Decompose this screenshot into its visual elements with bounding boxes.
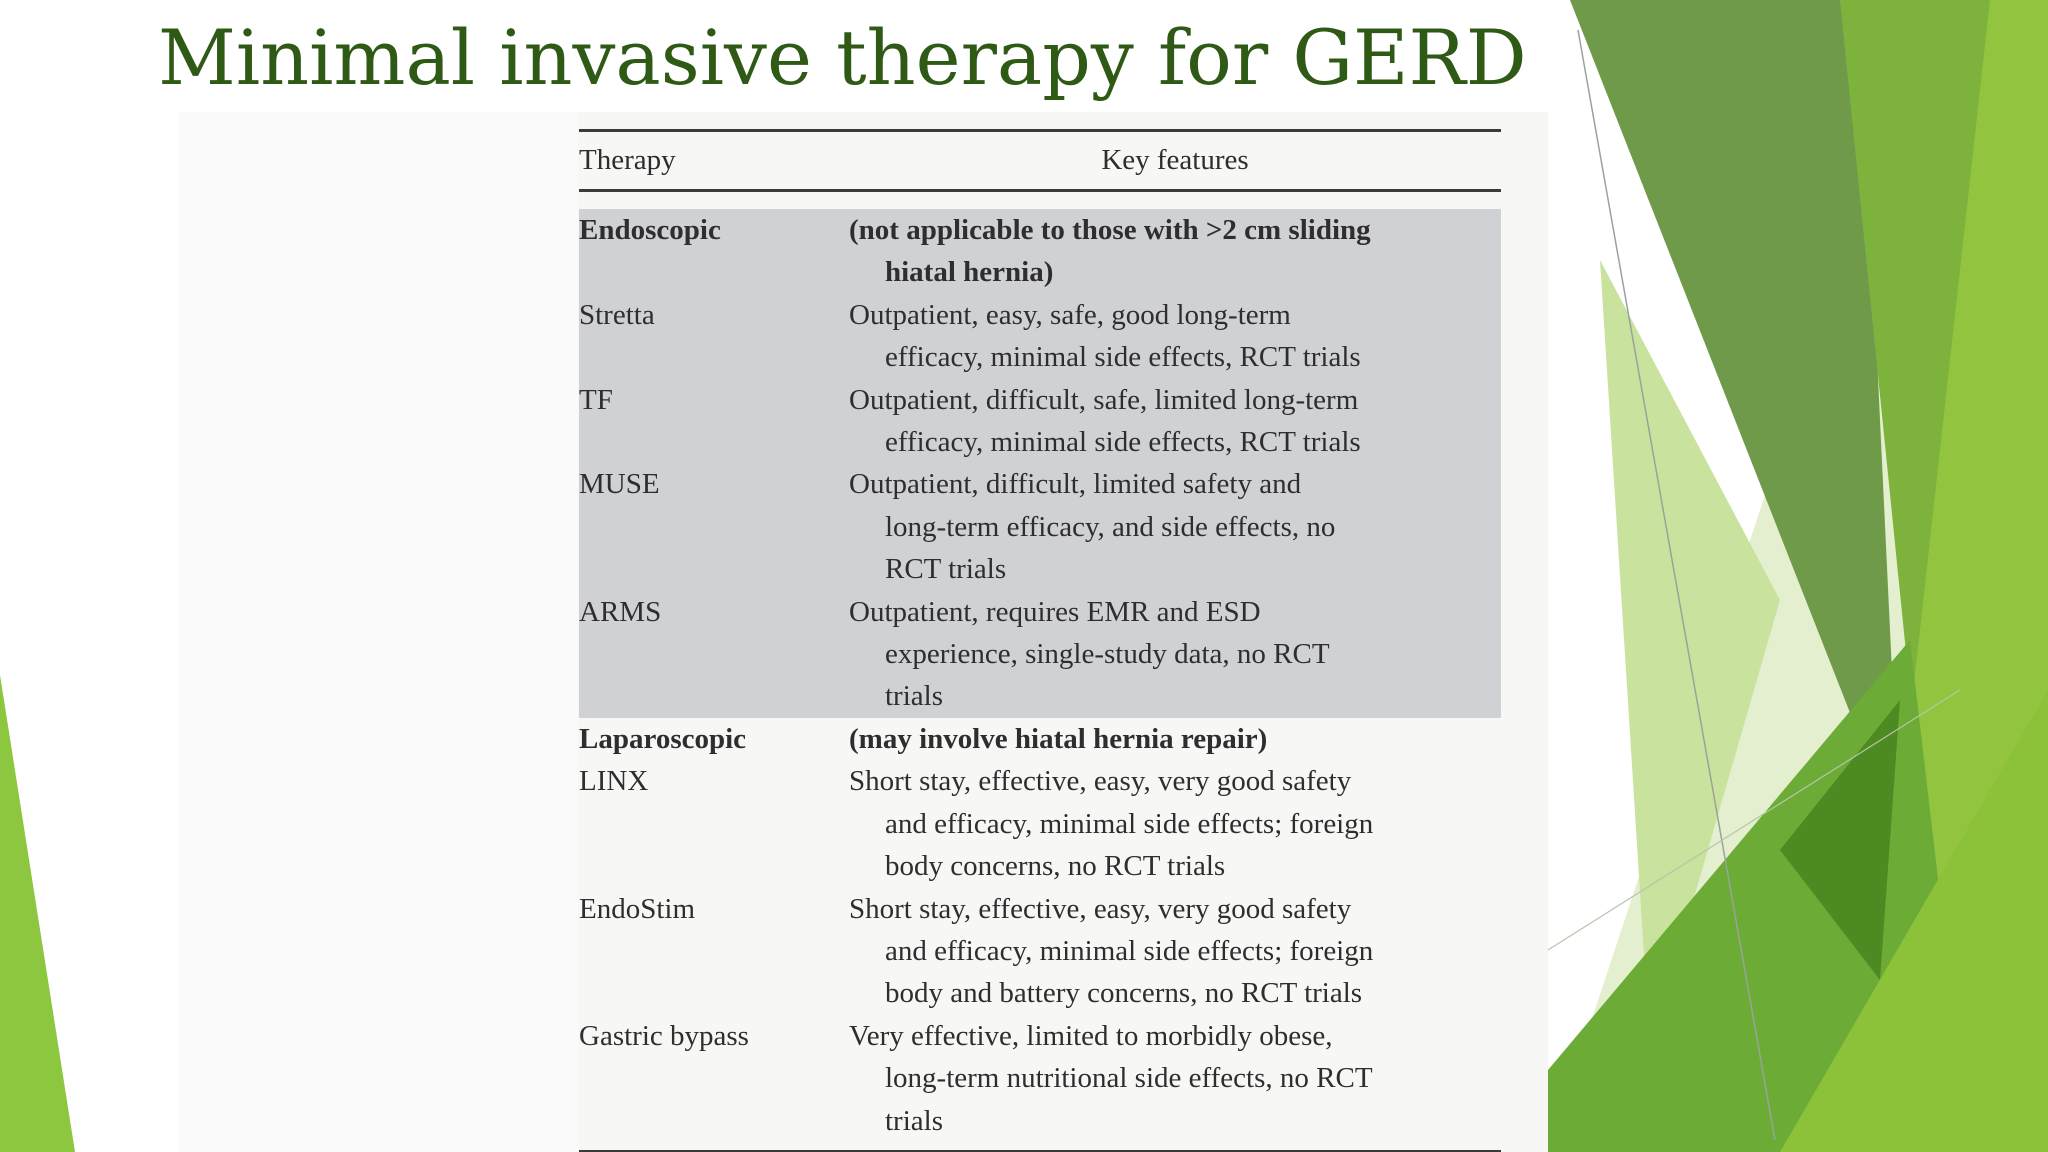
therapy-name: EndoStim <box>579 892 696 925</box>
group-note: (may involve hiatal hernia repair) <box>849 722 1268 755</box>
therapy-name: MUSE <box>579 468 660 501</box>
group-heading-row <box>579 718 1501 760</box>
therapy-name: ARMS <box>579 595 662 628</box>
feature-text: long-term efficacy, and side effects, no <box>885 510 1336 543</box>
feature-text: long-term nutritional side effects, no RCT <box>885 1062 1373 1095</box>
feature-text: RCT trials <box>885 553 1007 586</box>
therapy-name: Gastric bypass <box>579 1019 749 1052</box>
table-row <box>579 760 1501 887</box>
feature-text: body and battery concerns, no RCT trials <box>885 977 1363 1010</box>
feature-text: Very effective, limited to morbidly obese, <box>849 1019 1333 1052</box>
table-row <box>579 379 1501 464</box>
feature-text: and efficacy, minimal side effects; foreign <box>885 807 1374 840</box>
feature-text: body concerns, no RCT trials <box>885 850 1226 883</box>
therapy-name: TF <box>579 383 613 416</box>
group-name: Endoscopic <box>579 214 721 246</box>
feature-text: Outpatient, difficult, limited safety and <box>849 468 1302 501</box>
feature-text: Outpatient, difficult, safe, limited long-term <box>849 383 1359 416</box>
table-row <box>579 463 1501 590</box>
table-row <box>579 294 1501 379</box>
table-image <box>178 112 1548 1152</box>
therapy-table <box>579 129 1501 1152</box>
table-header <box>579 132 1501 189</box>
header-key-features: Key features <box>1101 144 1249 176</box>
group-laparoscopic <box>579 718 1501 1142</box>
feature-text: Short stay, effective, easy, very good safety <box>849 892 1352 925</box>
group-name: Laparoscopic <box>579 722 747 755</box>
feature-text: Outpatient, requires EMR and ESD <box>849 595 1261 628</box>
table-row <box>579 591 1501 718</box>
group-note: (not applicable to those with >2 cm sliding <box>849 214 1371 246</box>
therapy-name: LINX <box>579 765 649 798</box>
table-row <box>579 888 1501 1015</box>
therapy-name: Stretta <box>579 298 655 331</box>
group-note: hiatal hernia) <box>885 256 1054 289</box>
feature-text: efficacy, minimal side effects, RCT trials <box>885 426 1361 459</box>
feature-text: efficacy, minimal side effects, RCT trials <box>885 341 1361 374</box>
slide-title: Minimal invasive therapy for GERD <box>158 13 1527 102</box>
left-green-sliver <box>0 675 75 1152</box>
feature-text: trials <box>885 1104 943 1137</box>
table-row <box>579 1015 1501 1142</box>
faded-image-area <box>178 112 578 1152</box>
feature-text: Outpatient, easy, safe, good long-term <box>849 298 1291 331</box>
feature-text: trials <box>885 680 943 713</box>
feature-text: Short stay, effective, easy, very good safety <box>849 765 1352 798</box>
header-therapy: Therapy <box>579 144 676 177</box>
group-heading-row <box>579 209 1501 294</box>
feature-text: experience, single-study data, no RCT <box>885 638 1330 671</box>
group-endoscopic <box>579 209 1501 718</box>
feature-text: and efficacy, minimal side effects; foreign <box>885 934 1374 967</box>
